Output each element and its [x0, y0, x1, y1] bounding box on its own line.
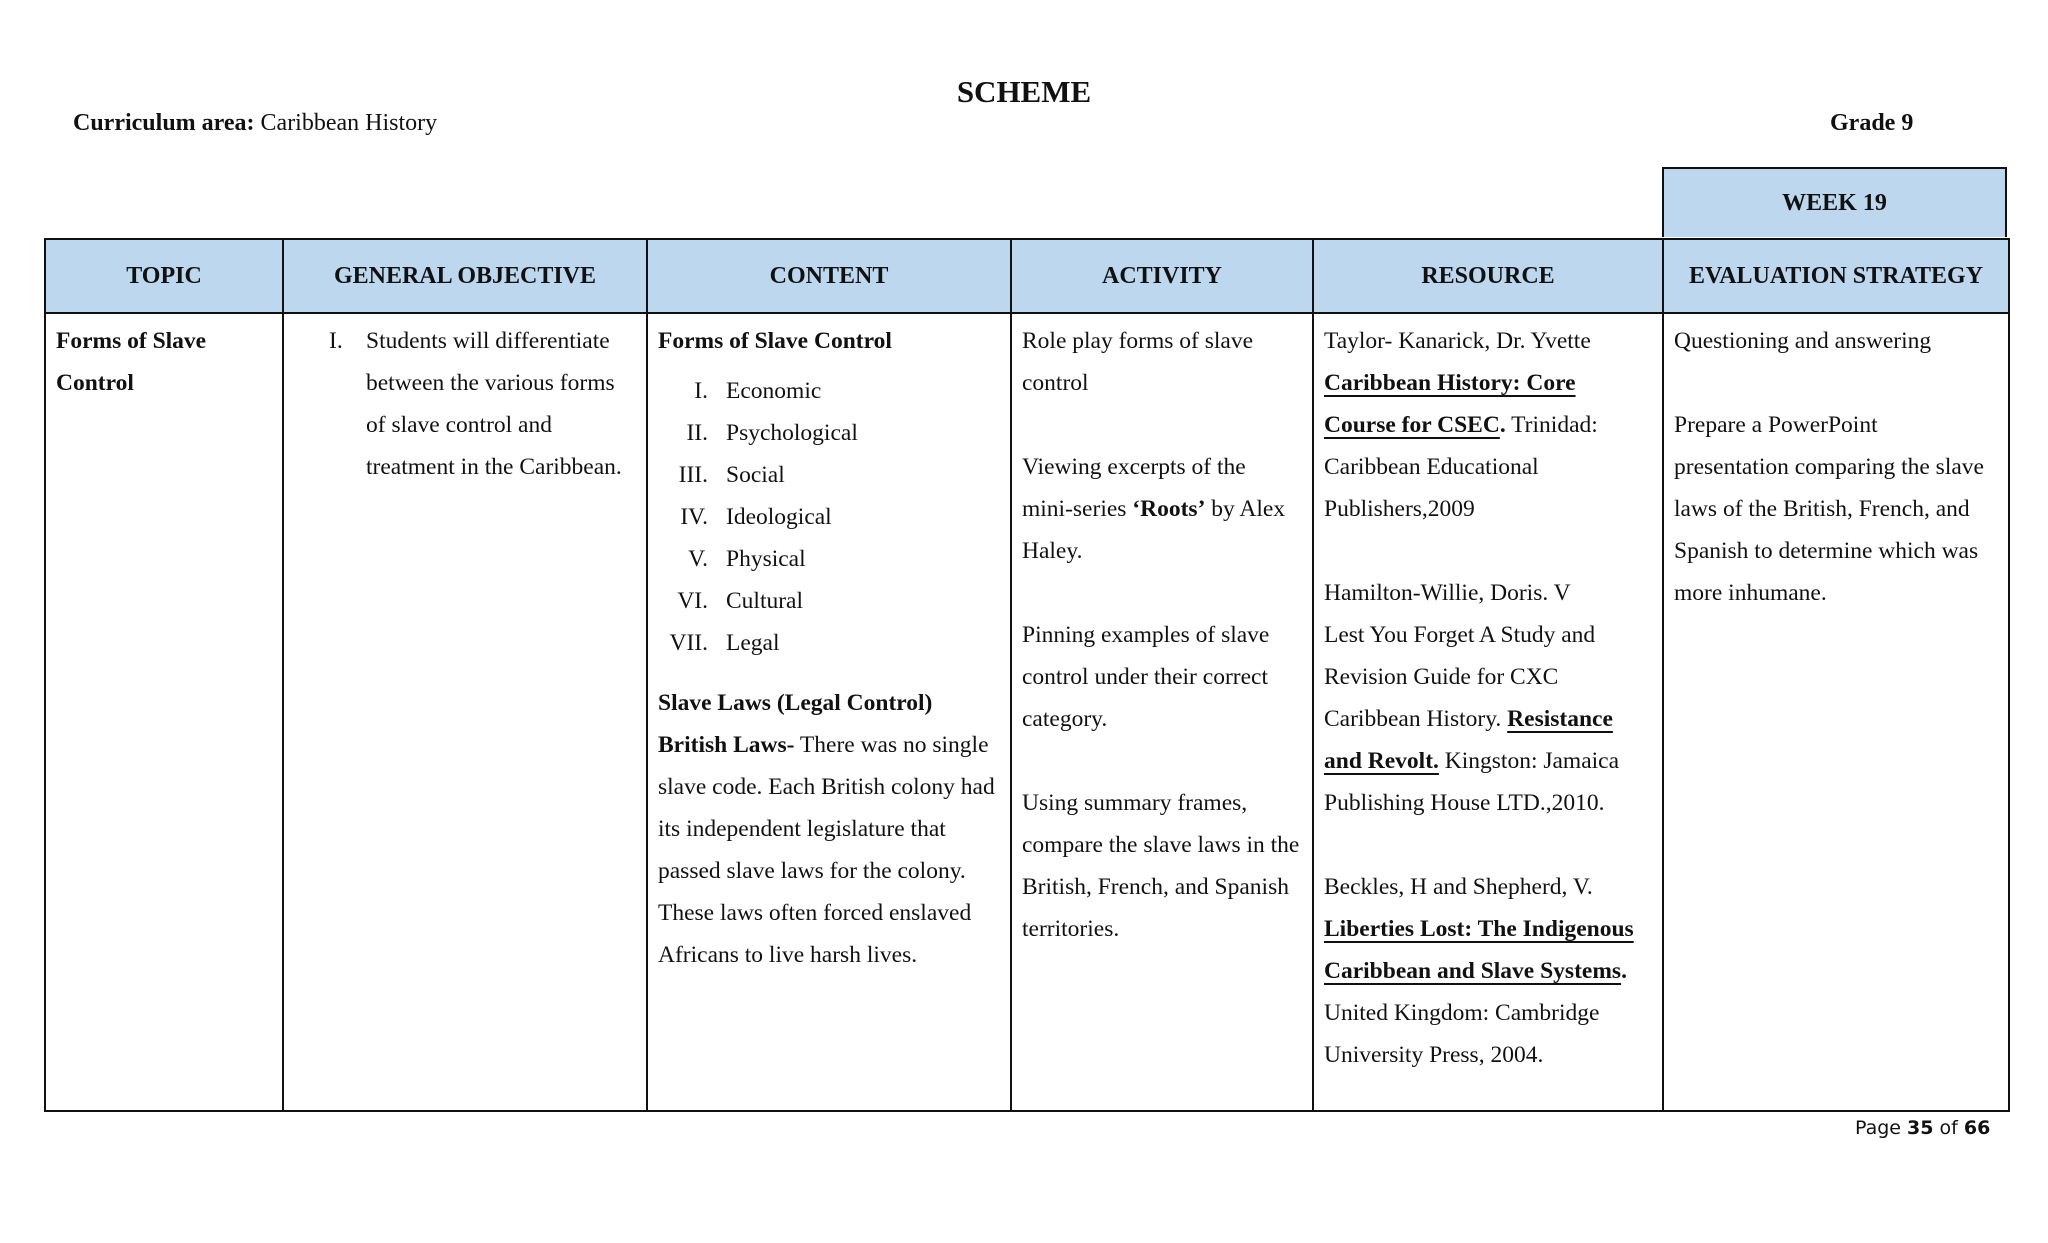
list-item-label: Legal — [726, 630, 780, 656]
resource-item — [1324, 572, 1652, 824]
table-row — [45, 313, 2009, 1111]
list-item — [658, 622, 1000, 664]
page-label: Page — [1855, 1117, 1908, 1139]
resource-item — [1324, 866, 1652, 1076]
list-item-label: Physical — [726, 546, 806, 572]
list-item — [658, 370, 1000, 412]
resource-author: Taylor- Kanarick, Dr. Yvette — [1324, 328, 1591, 354]
evaluation-cell — [1663, 313, 2009, 1111]
list-item — [658, 412, 1000, 454]
list-item-label: Ideological — [726, 504, 832, 530]
page-number — [1855, 1117, 1990, 1139]
week-label: WEEK 19 — [1782, 189, 1887, 216]
activity-item: Role play forms of slave control — [1022, 328, 1254, 396]
objective-cell — [283, 313, 647, 1111]
content-heading: Forms of Slave Control — [658, 328, 892, 354]
list-item-number: II. — [686, 420, 708, 446]
grade-label: Grade 9 — [1830, 110, 1914, 136]
objective-number: I. — [329, 328, 343, 354]
curriculum-value: Caribbean History — [254, 110, 438, 136]
list-item-number: III. — [678, 462, 708, 488]
list-item — [658, 454, 1000, 496]
activity-cell — [1011, 313, 1313, 1111]
slave-laws-heading: Slave Laws (Legal Control) — [658, 690, 933, 716]
resource-publication: United Kingdom: Cambridge University Press, 2004. — [1324, 1000, 1600, 1068]
list-item — [658, 580, 1000, 622]
list-item-number: VII. — [669, 630, 708, 656]
list-item — [658, 538, 1000, 580]
evaluation-item: Prepare a PowerPoint presentation comparing the slave laws of the British, French, and Spanish to determine which was more inhumane. — [1674, 412, 1984, 606]
resource-item — [1324, 320, 1652, 530]
list-item-label: Psychological — [726, 420, 858, 446]
resource-author: Beckles, H and Shepherd, V. — [1324, 874, 1593, 900]
activity-text: Viewing excerpts of the mini-series — [1022, 454, 1246, 522]
content-list — [658, 370, 1000, 664]
list-item-number: VI. — [677, 588, 708, 614]
resource-author: Hamilton-Willie, Doris. V — [1324, 580, 1571, 606]
list-item-number: I. — [694, 378, 708, 404]
page-total: 66 — [1963, 1117, 1991, 1139]
resource-description: Lest You Forget A Study and Revision Guide for CXC Caribbean History. — [1324, 622, 1596, 732]
content-cell — [647, 313, 1011, 1111]
british-laws-paragraph — [658, 724, 1000, 976]
list-item — [658, 496, 1000, 538]
resource-title-dot: . — [1499, 412, 1506, 438]
activity-emphasis: ‘Roots’ — [1132, 496, 1206, 522]
page-current: 35 — [1907, 1117, 1934, 1139]
resource-cell — [1313, 313, 1663, 1111]
resource-title: Caribbean History: Core Course for CSEC — [1324, 370, 1576, 438]
header-activity: ACTIVITY — [1011, 239, 1313, 313]
list-item-label: Economic — [726, 378, 822, 404]
header-topic: TOPIC — [45, 239, 283, 313]
curriculum-label: Curriculum area: — [73, 110, 255, 136]
document-title: SCHEME — [956, 74, 1092, 109]
header-content: CONTENT — [647, 239, 1011, 313]
resource-title: Liberties Lost: The Indigenous Caribbean and Slave Systems — [1324, 916, 1634, 984]
resource-title-dot: . — [1621, 958, 1627, 984]
evaluation-item: Questioning and answering — [1674, 328, 1932, 354]
week-header — [1662, 167, 2007, 237]
activity-text: by Alex Haley. — [1022, 496, 1286, 564]
page-of: of — [1933, 1117, 1964, 1139]
resource-publication: Kingston: Jamaica Publishing House LTD.,2010. — [1324, 748, 1620, 816]
objective-text: Students will differentiate between the various forms of slave control and treatment in the Caribbean. — [366, 328, 622, 480]
curriculum-area — [73, 110, 437, 137]
list-item-number: V. — [688, 546, 708, 572]
resource-publication: Trinidad: Caribbean Educational Publishers,2009 — [1324, 412, 1598, 522]
header-resource: RESOURCE — [1313, 239, 1663, 313]
list-item-label: Social — [726, 462, 785, 488]
topic-text: Forms of Slave Control — [56, 328, 207, 396]
list-item-label: Cultural — [726, 588, 804, 614]
resource-title: Resistance and Revolt. — [1324, 706, 1613, 774]
list-item-number: IV. — [680, 504, 708, 530]
header-row — [45, 239, 2009, 313]
scheme-table — [44, 238, 2010, 1112]
topic-cell — [45, 313, 283, 1111]
header-general-objective: GENERAL OBJECTIVE — [283, 239, 647, 313]
activity-item — [1022, 446, 1302, 572]
activity-item: Using summary frames, compare the slave laws in the British, French, and Spanish territories. — [1022, 790, 1300, 942]
british-laws-label: British Laws- — [658, 732, 795, 758]
british-laws-text: There was no single slave code. Each British colony had its independent legislature that passed slave laws for the colony. These laws often forced enslaved Africans to live harsh lives. — [658, 732, 995, 968]
header-evaluation-strategy: EVALUATION STRATEGY — [1663, 239, 2009, 313]
activity-item: Pinning examples of slave control under their correct category. — [1022, 622, 1270, 732]
